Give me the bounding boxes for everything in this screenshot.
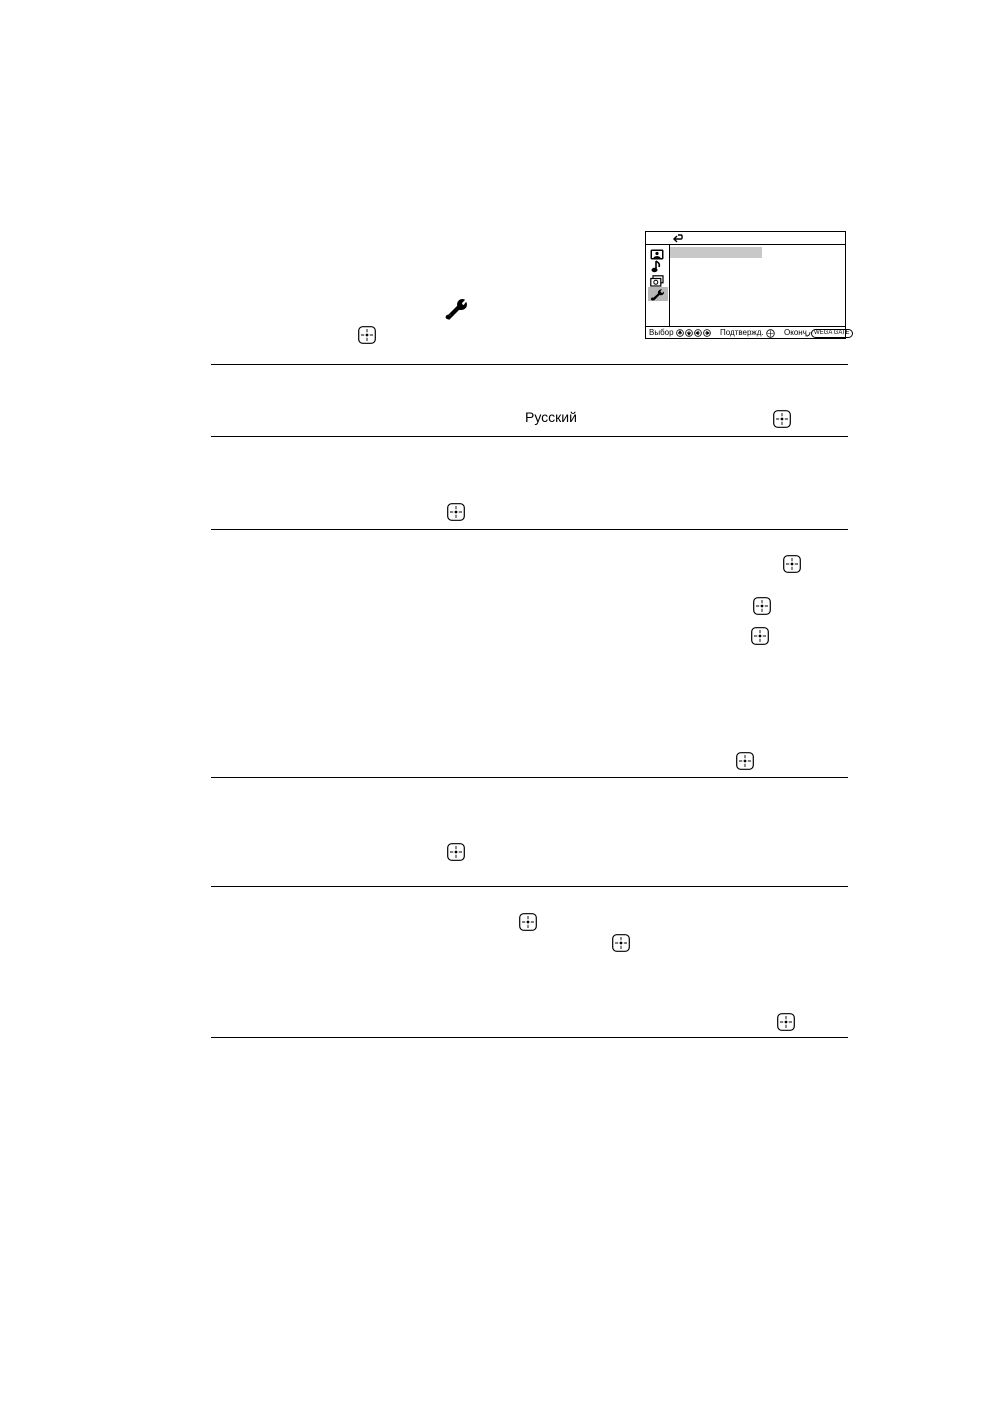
ok-button-icon [519,913,537,931]
exit-arrow-icon [805,330,811,340]
ok-button-icon [773,410,791,428]
features-icon[interactable] [650,274,664,287]
menu-footer [649,328,850,338]
wega-gate-button[interactable]: WEGA GATE [811,329,853,338]
language-value: Русский [525,409,577,425]
exit-label: Оконч [784,328,807,337]
menu-divider [646,326,845,327]
ok-button-icon [447,503,465,521]
ok-button-icon [753,597,771,615]
select-label: Выбор [649,328,674,337]
ok-button-icon [612,934,630,952]
setup-wrench-icon[interactable] [648,287,668,301]
menu-highlight-bar[interactable] [670,247,762,258]
confirm-label: Подтвержд. [720,328,764,337]
ok-button-icon [358,326,376,344]
wrench-icon [443,298,467,320]
section-divider [211,1037,848,1038]
sound-icon[interactable] [650,260,664,273]
section-divider [211,364,848,365]
section-divider [211,886,848,887]
section-divider [211,777,848,778]
menu-screen [645,231,850,339]
ok-button-icon [447,843,465,861]
section-divider [211,529,848,530]
picture-icon[interactable] [650,247,664,260]
ok-button-icon [736,752,754,770]
ok-button-icon [783,555,801,573]
arrow-keys-icon [676,329,712,340]
section-divider [211,436,848,437]
ok-mini-icon [766,329,775,341]
return-icon [672,232,684,244]
ok-button-icon [751,627,769,645]
ok-button-icon [777,1013,795,1031]
